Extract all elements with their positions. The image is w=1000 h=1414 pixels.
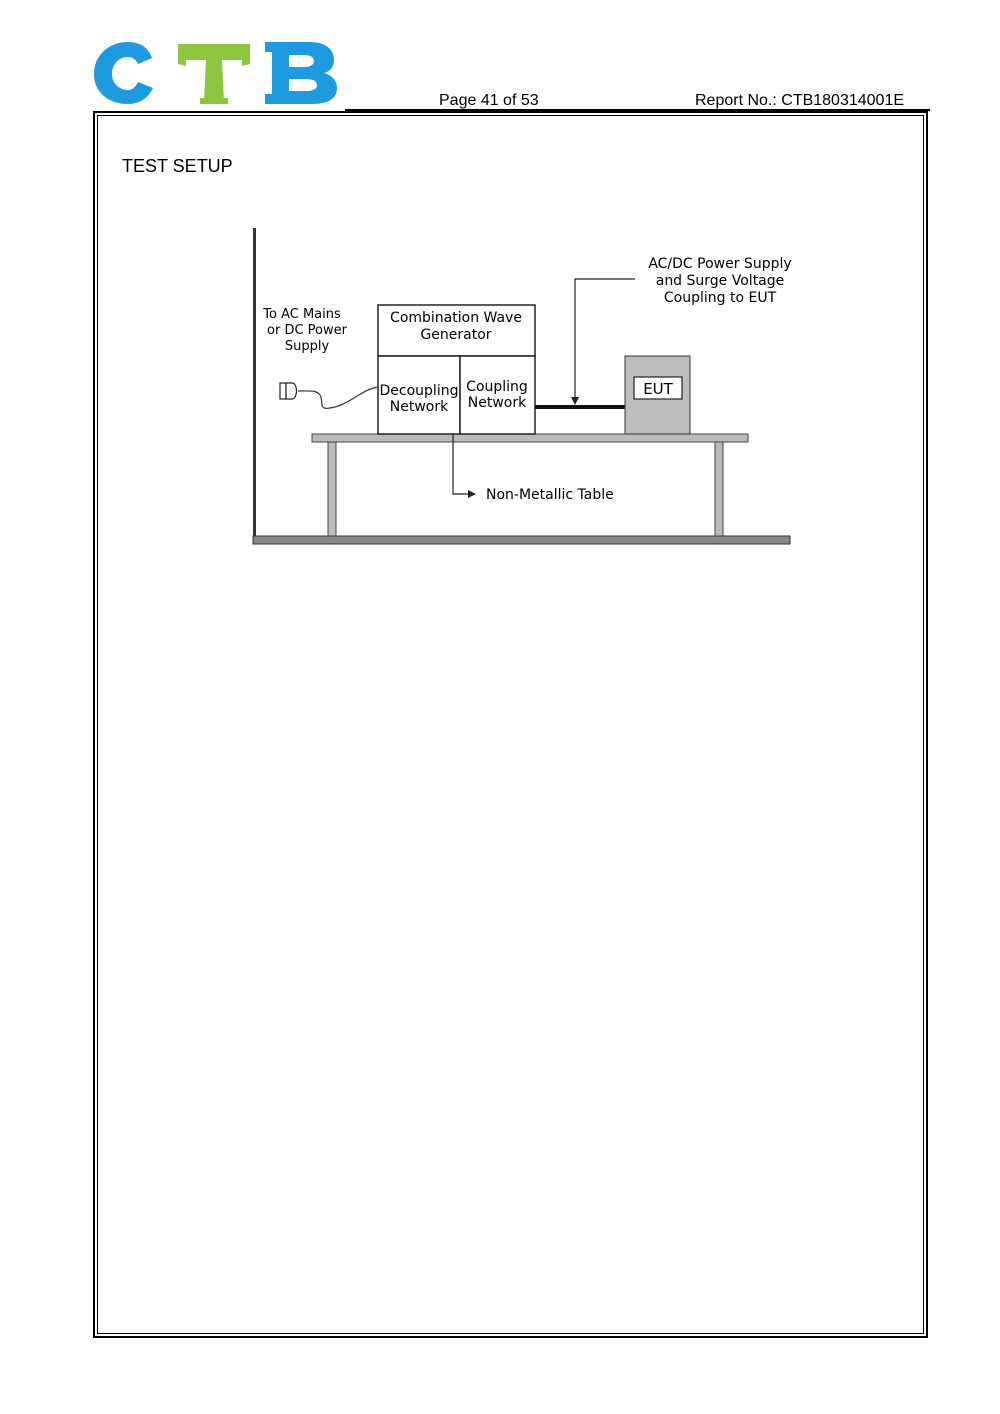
power-supply-label-line3: Coupling to EUT — [663, 290, 777, 306]
generator-label-line2: Generator — [420, 327, 492, 343]
ac-mains-label-line1: To AC Mains — [263, 307, 341, 322]
page-number: Page 41 of 53 — [439, 92, 539, 109]
ac-mains-label-line2: or DC Power — [267, 323, 347, 338]
plug-icon — [280, 383, 297, 399]
table-label: Non-Metallic Table — [486, 487, 614, 503]
table-leg-left — [328, 442, 336, 536]
table-leg-right — [715, 442, 723, 536]
power-supply-label-line2: and Surge Voltage — [655, 273, 785, 289]
floor — [253, 536, 790, 544]
report-number: Report No.: CTB180314001E — [695, 92, 905, 109]
wall — [253, 228, 256, 544]
ac-mains-label-line3: Supply — [284, 339, 330, 354]
generator-label-line1: Combination Wave — [390, 310, 522, 326]
ctb-logo-graphic — [90, 38, 340, 106]
section-title: TEST SETUP — [122, 156, 233, 176]
ctb-logo — [90, 38, 340, 106]
test-setup-svg — [240, 220, 800, 555]
decoupling-label-line2: Network — [389, 399, 449, 415]
power-supply-arrowhead — [571, 397, 579, 405]
coupling-label-line1: Coupling — [466, 379, 528, 395]
coupling-label-line2: Network — [467, 395, 527, 411]
eut-label: EUT — [643, 380, 673, 398]
test-setup-diagram — [240, 220, 800, 555]
decoupling-label-line1: Decoupling — [379, 383, 459, 399]
eut-connection-line — [535, 405, 625, 409]
power-supply-label-line1: AC/DC Power Supply — [648, 256, 792, 272]
table-pointer — [453, 434, 470, 494]
mains-cable — [298, 387, 378, 408]
table-arrowhead — [468, 490, 476, 498]
table-top — [312, 434, 748, 442]
